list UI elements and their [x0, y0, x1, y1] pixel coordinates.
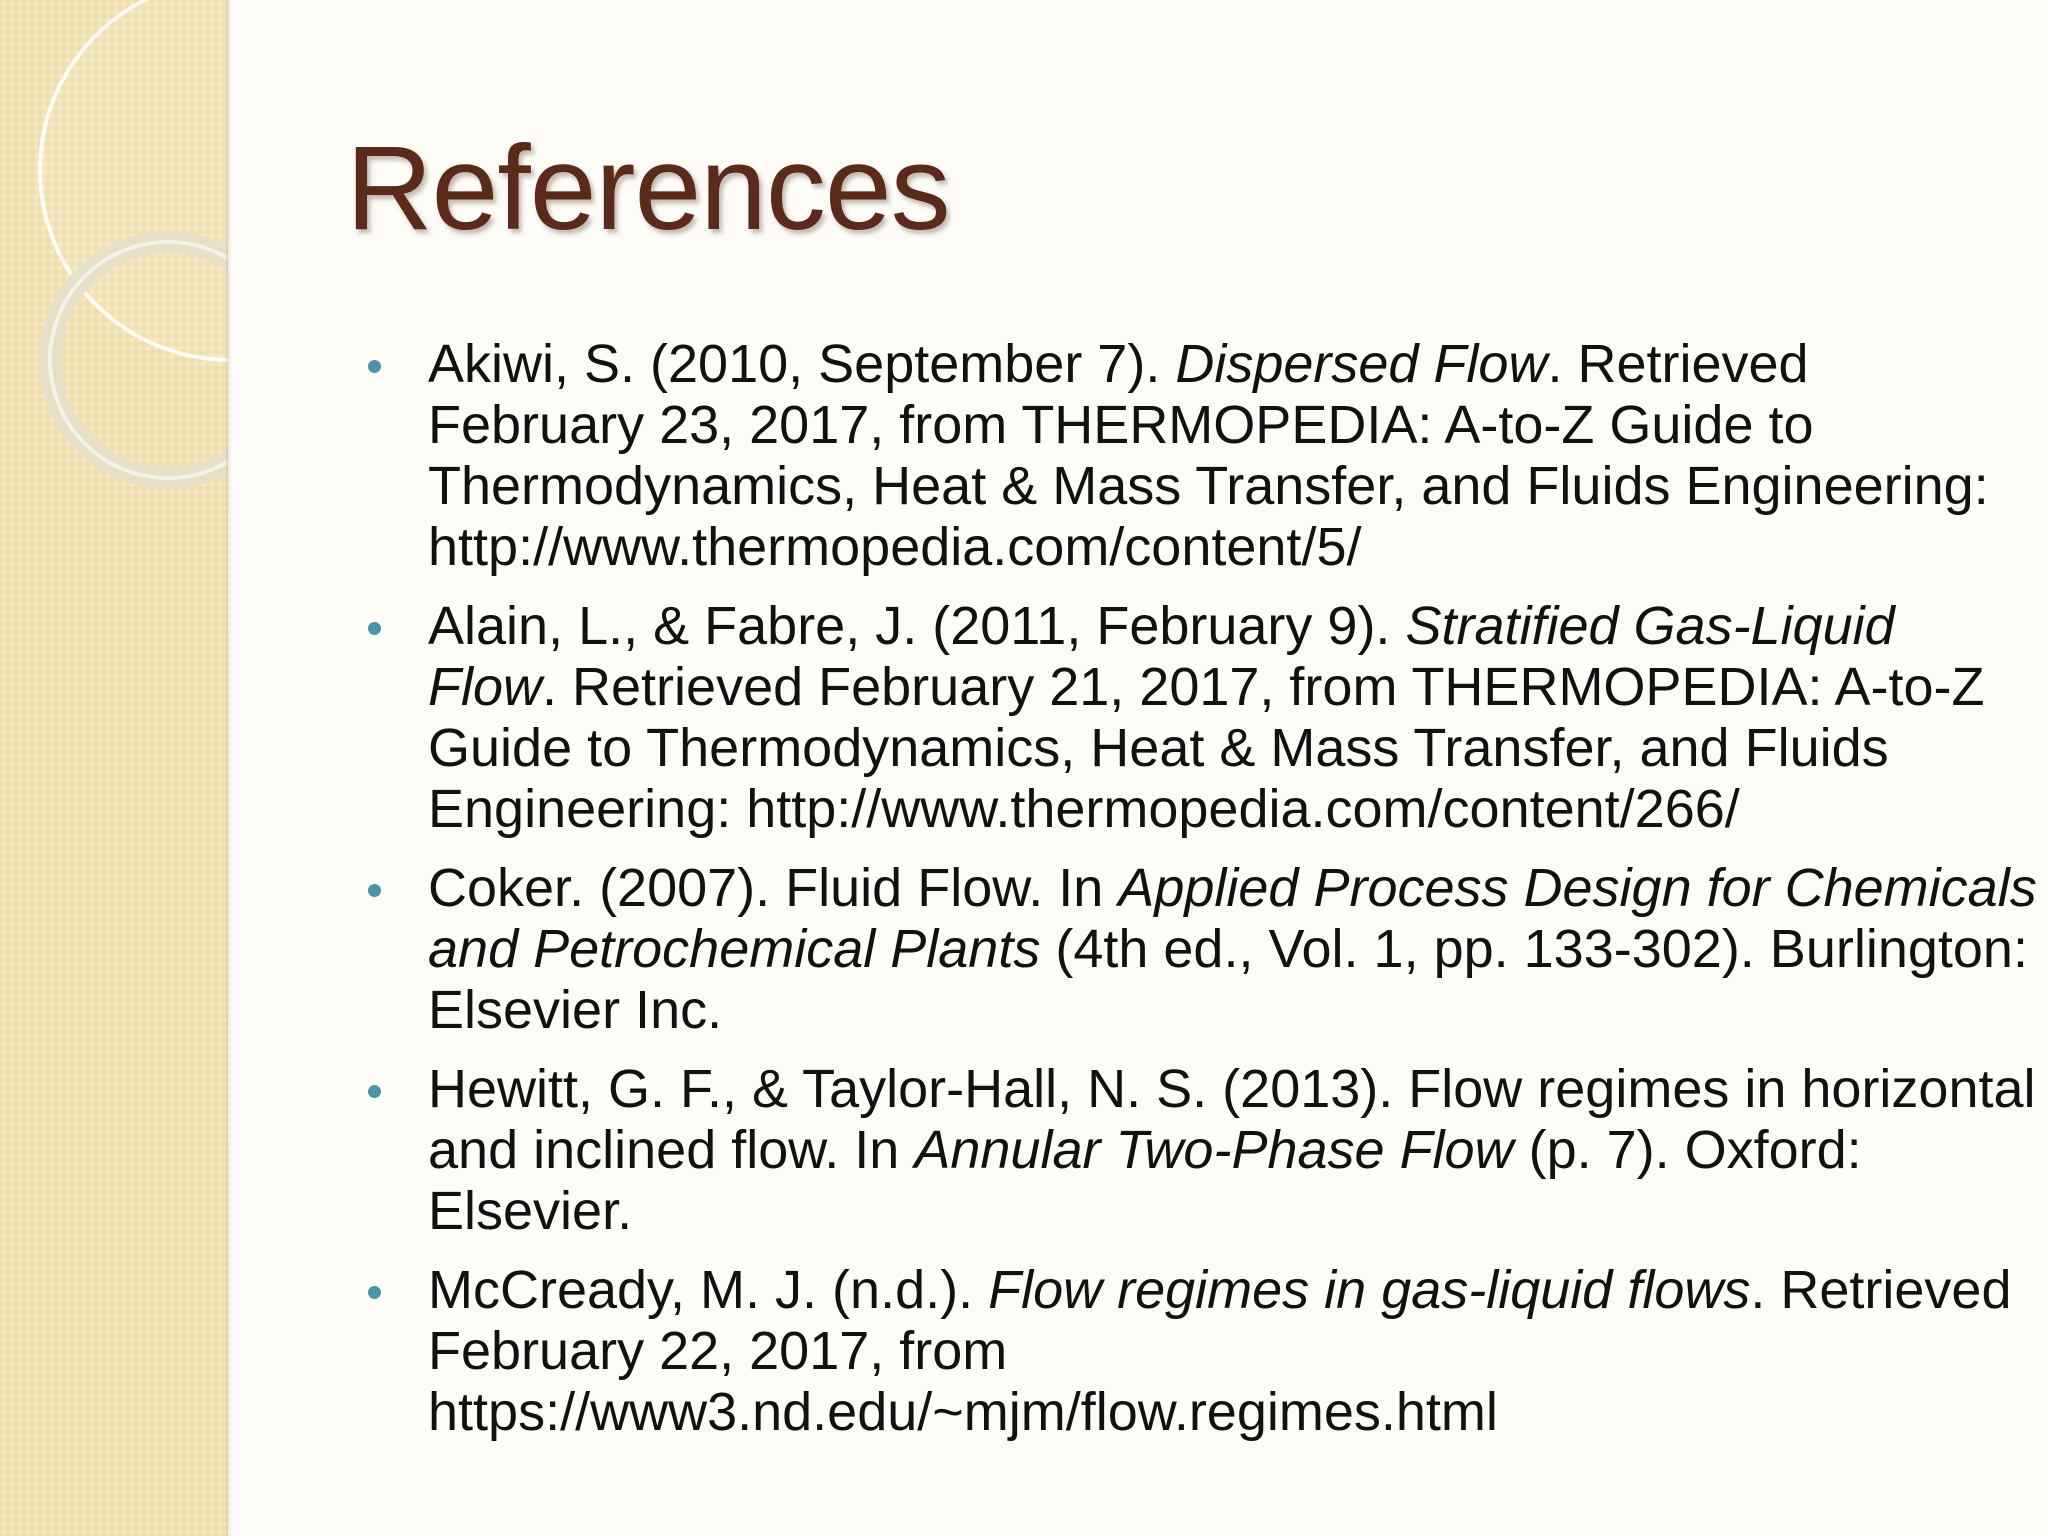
reference-item	[428, 596, 2038, 840]
reference-text: (4th ed., Vol. 1, pp. 133-302). Burlington: Elsevier Inc.	[428, 919, 2028, 1040]
reference-item	[428, 1059, 2038, 1242]
reference-item	[428, 1260, 2038, 1443]
reference-text: Akiwi, S. (2010, September 7).	[428, 334, 1176, 394]
side-panel-edge	[226, 0, 232, 1536]
reference-title: Stratified Gas-Liquid Flow	[428, 596, 1895, 717]
reference-item	[428, 334, 2038, 578]
reference-title: Applied Process Design for Chemicals and Petrochemical Plants	[428, 858, 2037, 979]
round-bullet-icon	[368, 884, 381, 897]
reference-text: McCready, M. J. (n.d.).	[428, 1260, 989, 1320]
round-bullet-icon	[368, 1085, 381, 1098]
reference-title: Flow regimes in gas-liquid flows	[988, 1260, 1751, 1320]
decorative-rings-icon	[0, 0, 228, 520]
round-bullet-icon	[368, 622, 381, 635]
reference-item	[428, 858, 2038, 1041]
reference-title: Dispersed Flow	[1175, 334, 1548, 394]
reference-title: Annular Two-Phase Flow	[914, 1120, 1514, 1180]
reference-text: Coker. (2007). Fluid Flow. In	[428, 858, 1119, 918]
reference-text: . Retrieved February 21, 2017, from THERMOPEDIA: A-to-Z Guide to Thermodynamics, Heat & Mass Transfer, and Fluids Engineering: http://www.thermopedia.com/content/266/	[428, 657, 1985, 839]
reference-list	[428, 334, 2038, 1461]
reference-text: Alain, L., & Fabre, J. (2011, February 9).	[428, 596, 1406, 656]
reference-text: . Retrieved February 23, 2017, from THERMOPEDIA: A-to-Z Guide to Thermodynamics, Heat & Mass Transfer, and Fluids Engineering: http://www.thermopedia.com/content/5/	[428, 334, 1989, 577]
reference-text: (p. 7). Oxford: Elsevier.	[428, 1120, 1862, 1241]
decorative-side-panel	[0, 0, 228, 1536]
slide-title: References	[346, 121, 950, 255]
round-bullet-icon	[368, 360, 381, 373]
reference-text: Hewitt, G. F., & Taylor-Hall, N. S. (2013). Flow regimes in horizontal and inclined flow. In	[428, 1059, 2036, 1180]
reference-text: . Retrieved February 22, 2017, from https://www3.nd.edu/~mjm/flow.regimes.html	[428, 1260, 2012, 1442]
round-bullet-icon	[368, 1286, 381, 1299]
